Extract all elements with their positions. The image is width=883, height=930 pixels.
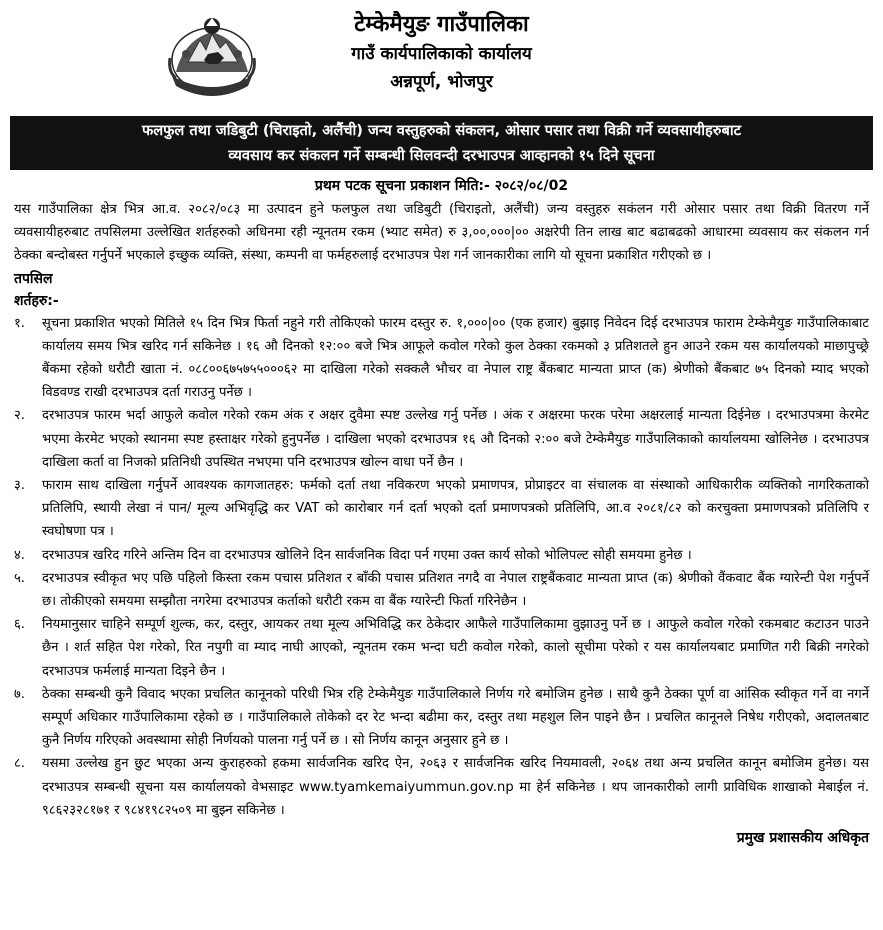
notice-banner (10, 116, 873, 170)
condition-text: ठेक्का सम्बन्धी कुनै विवाद भएका प्रचलित कानूनको परिधी भित्र रहि टेम्केमैयुङ गाउँपालिकाले निर्णय गरे बमोजिम हुनेछ । साथै कुनै ठेक्का पूर्ण वा आंसिक स्वीकृत गर्ने वा नगर्ने सम्पूर्ण अधिकार गाउँपालिकामा रहेको छ । गाउँपालिकाले तोकेको दर रेट भन्दा बढीमा कर, दस्तुर तथा महशुल लिन पाइने छैन । प्रचलित कानूनले निषेध गरीएको, अदालतबाट कुनै निर्णय गरिएको अवस्थामा सोही निर्णयको पालना गर्नु पर्ने छ । सो निर्णय कानून अनुसार हुने छ । (42, 686, 869, 749)
condition-number: ८. (14, 756, 25, 772)
office-name: गाउँ कार्यपालिकाको कार्यालय (351, 44, 532, 64)
condition-text: दरभाउपत्र खरिद गरिने अन्तिम दिन वा दरभाउपत्र खोलिने दिन सार्वजनिक विदा पर्न गएमा उक्त कार्य सोको भोलिपल्ट सोही समयमा हुनेछ । (42, 547, 692, 563)
condition-number: ३. (14, 478, 25, 494)
intro-paragraph: यस गाउँपालिका क्षेत्र भित्र आ.व. २०८२/०८३ मा उत्पादन हुने फलफुल तथा जडिबुटी (चिराइतो, अलैंची) जन्य वस्तुहरु सकंलन गरी ओसार पसार तथा विक्री वितरण गर्ने व्यवसायीहरुबाट तपसिलमा उल्लेखित शर्तहरुको अधिनमा रही न्यूनतम रकम (भ्याट समेत) रु ३,००,०००|०० अक्षरेपी तिन लाख बाट बढाबढको आधारमा व्यवसाय कर संकलन गर्न ठेक्का बन्दोबस्त गर्नुपर्ने भएकाले इच्छुक व्यक्ति, संस्था, कम्पनी वा फर्महरुलाई दरभाउपत्र पेश गर्न जानकारीका लागि यो सूचना प्रकाशित गरीएको छ । (14, 202, 869, 264)
header (14, 0, 869, 116)
condition-number: ७. (14, 686, 25, 702)
condition-text: यसमा उल्लेख हुन छुट भएका अन्य कुराहरुको हकमा सार्वजनिक खरिद ऐन, २०६३ र सार्वजनिक खरिद नियमावली, २०६४ तथा अन्य प्रचलित कानून बमोजिम हुनेछ। यस दरभाउपत्र सम्बन्धी सूचना यस कार्यालयको वेभसाइट www.tyamkemaiyummun.gov.np मा हेर्न सकिनेछ । थप जानकारीको लागी प्राविधिक शाखाको मेबाईल नं. ९८६२३२८१७१ र ९८४१९८२५०९ मा बुझ्न सकिनेछ । (42, 756, 869, 818)
conditions-list (14, 312, 869, 822)
publication-date: प्रथम पटक सूचना प्रकाशन मिति:- २०८२/०८/02 (314, 178, 569, 194)
condition-text: दरभाउपत्र फारम भर्दा आफुले कवोल गरेको रकम अंक र अक्षर दुवैमा स्पष्ट उल्लेख गर्नु पर्नेछ । अंक र अक्षरमा फरक परेमा अक्षरलाई मान्यता दिईनेछ । दरभाउपत्रमा केरमेट भएमा केरमेट भएको स्थानमा स्पष्ट हस्ताक्षर गरेको हुनुपर्नेछ । दाखिला भएको दरभाउपत्र १६ औ दिनको २:०० बजे टेम्केमैयुङ गाउँपालिकाको कार्यालयमा खोलिनेछ । दरभाउपत्र दाखिला कर्ता वा निजको प्रतिनिधी उपस्थित नभएमा पनि दरभाउपत्र खोल्न वाधा पर्ने छैन । (42, 408, 869, 470)
condition-text: दरभाउपत्र स्वीकृत भए पछि पहिलो किस्ता रकम पचास प्रतिशत र बाँकी पचास प्रतिशत नगदै वा नेपाल राष्ट्रबैंकवाट मान्यता प्राप्त (क) श्रेणीको वैंकवाट बैंक ग्यारेन्टी पेश गर्नुपर्ने छ। तोकीएको समयमा सम्झौता नगरेमा दरभाउपत्र कर्ताको धरौटी रकम वा बैंक ग्यारेन्टी फिर्ता गरिनेछैन । (42, 570, 869, 610)
signature-title: प्रमुख प्रशासकीय अधिकृत (736, 830, 869, 847)
condition-item (14, 752, 869, 822)
tapasil-heading: तपसिल (14, 270, 53, 287)
condition-text: नियमानुसार चाहिने सम्पूर्ण शुल्क, कर, दस्तुर, आयकर तथा मूल्य अभिविद्धि कर ठेकेदार आफैले गाउँपालिकामा वुझाउनु पर्ने छ । आफुले कवोल गरेको रकमबाट कटाउन पाउने छैन । शर्त सहित पेश गरेको, रित नपुगी वा म्याद नाघी आएको, न्यूनतम रकम भन्दा घटी कवोल गरेको, कालो सूचीमा परेको र यस कार्यालयबाट प्रमाणित गरी बिक्री नगरेको दरभाउपत्र फर्मलाई मान्यता दिइने छैन । (42, 617, 869, 679)
condition-item (14, 683, 869, 753)
condition-text: सूचना प्रकाशित भएको मितिले १५ दिन भित्र फिर्ता नहुने गरी तोकिएको फारम दस्तुर रु. १,०००|०० (एक हजार) बुझाइ निवेदन दिई दरभाउपत्र फाराम टेम्केमैयुङ गाउँपालिकाबाट कार्यालय समय भित्र खरिद गर्न सकिनेछ । १६ औ दिनको १२:०० बजे भित्र आफूले कवोल गरेको कुल ठेक्का रकमको ३ प्रतिशतले हुन आउने रकम यस कार्यालयको माछापुच्छ्रे बैंकमा रहेको धरौटी खाता नं. ०८८००६७५७५५०००६२ मा दाखिला गरेको सक्कलै भौचर वा नेपाल राष्ट्र बैंकबाट मान्यता प्राप्त (क) श्रेणीको बैंकबाट ७५ दिनको म्याद भएको विडवण्ड राखी दरभाउपत्र दर्ता गराउनु पर्नेछ । (42, 315, 869, 401)
condition-number: ६. (14, 617, 25, 633)
header-titles (14, 10, 869, 96)
condition-item (14, 312, 869, 405)
banner-line-1: फलफुल तथा जडिबुटी (चिराइतो, अलैंची) जन्य वस्तुहरुको संकलन, ओसार पसार तथा विक्री गर्ने व्यवसायीहरुबाट (142, 122, 741, 139)
conditions-heading: शर्तहरु:- (14, 292, 59, 309)
banner-line-2: व्यवसाय कर संकलन गर्ने सम्बन्धी सिलवन्दी दरभाउपत्र आव्हानको १५ दिने सूचना (228, 147, 655, 164)
condition-item (14, 404, 869, 474)
condition-number: ५. (14, 570, 25, 586)
condition-item (14, 474, 869, 544)
condition-number: २. (14, 408, 25, 424)
condition-number: ४. (14, 547, 25, 563)
condition-text: फाराम साथ दाखिला गर्नुपर्ने आवश्यक कागजातहरु: फर्मको दर्ता तथा नविकरण भएको प्रमाणपत्र, प्रोप्राइटर वा संचालक वा संस्थाको आधिकारीक व्यक्तिको नागरिकताको प्रतिलिपि, स्थायी लेखा नं पान/ मूल्य अभिवृद्धि कर VAT को कारोबार गर्न दर्ता भएको दर्ता प्रमाणपत्रको प्रतिलिपि, आ.व २०८१/८२ को करचुक्ता प्रमाणपत्रको प्रतिलिपि र स्वघोषणा पत्र । (42, 478, 869, 540)
condition-number: १. (14, 315, 25, 331)
condition-item (14, 544, 869, 567)
office-address: अन्नपूर्ण, भोजपुर (390, 72, 493, 92)
condition-item (14, 613, 869, 683)
municipality-title: टेम्केमैयुङ गाउँपालिका (354, 12, 529, 37)
condition-item (14, 567, 869, 613)
